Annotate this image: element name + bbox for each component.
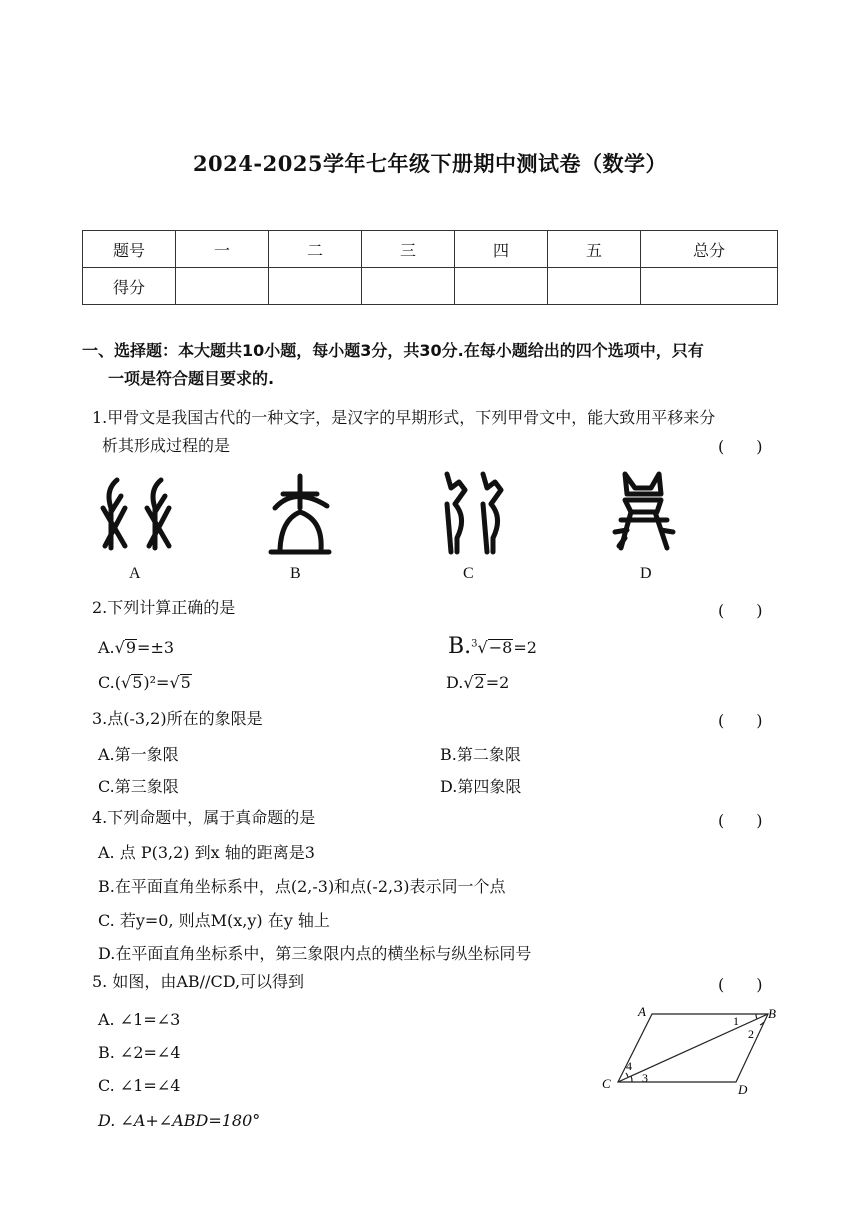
section-heading bbox=[82, 337, 782, 393]
glyph-c bbox=[447, 474, 501, 552]
parallelogram-figure bbox=[596, 1000, 796, 1100]
option-label-c: C bbox=[463, 565, 474, 582]
angle-3-label: 3 bbox=[642, 1071, 648, 1085]
option-prefix: A. bbox=[98, 638, 115, 657]
oracle-glyphs bbox=[95, 468, 695, 560]
table-cell[interactable] bbox=[362, 268, 455, 305]
root-index: 3 bbox=[471, 638, 478, 650]
angle-2-label: 2 bbox=[748, 1027, 754, 1041]
question-3-option-a: A.第一象限 bbox=[98, 745, 179, 764]
table-cell: 四 bbox=[455, 231, 548, 268]
point-a-label: A bbox=[638, 1004, 646, 1019]
table-cell[interactable] bbox=[548, 268, 641, 305]
answer-paren-1[interactable]: ( ) bbox=[718, 437, 763, 456]
point-b-label: B bbox=[768, 1006, 776, 1021]
question-2-option-c: C.(√5)²=√5 bbox=[98, 673, 191, 692]
radicand: 5 bbox=[132, 673, 143, 692]
table-cell: 总分 bbox=[641, 231, 778, 268]
answer-paren-4[interactable]: ( ) bbox=[718, 811, 763, 830]
question-4-option-a: A. 点 P(3,2) 到x 轴的距离是3 bbox=[98, 843, 315, 862]
question-2-option-b: B.$^3$√−8=2 bbox=[448, 634, 537, 659]
table-cell[interactable] bbox=[269, 268, 362, 305]
option-rest: =2 bbox=[513, 638, 537, 657]
table-cell[interactable] bbox=[176, 268, 269, 305]
point-d-label: D bbox=[738, 1082, 748, 1097]
diagonal-bc bbox=[618, 1014, 768, 1082]
option-label-d: D bbox=[640, 565, 652, 582]
option-mid: )²= bbox=[143, 673, 170, 692]
table-cell[interactable] bbox=[455, 268, 548, 305]
option-prefix: D. bbox=[446, 673, 464, 692]
point-c-label: C bbox=[602, 1076, 611, 1091]
radicand: 2 bbox=[474, 673, 485, 692]
table-cell: 得分 bbox=[83, 268, 176, 305]
question-5-option-d: D. ∠A+∠ABD=180° bbox=[98, 1111, 261, 1130]
option-prefix: B. bbox=[448, 634, 472, 659]
radicand: 9 bbox=[125, 638, 137, 657]
answer-paren-2[interactable]: ( ) bbox=[718, 601, 763, 620]
table-cell: 五 bbox=[548, 231, 641, 268]
answer-paren-5[interactable]: ( ) bbox=[718, 975, 763, 994]
answer-paren-3[interactable]: ( ) bbox=[718, 711, 763, 730]
question-3-stem: 3.点(-3,2)所在的象限是 bbox=[92, 709, 263, 728]
glyph-b bbox=[271, 476, 329, 552]
question-4-option-c: C. 若y=0, 则点M(x,y) 在y 轴上 bbox=[98, 911, 330, 930]
table-cell: 二 bbox=[269, 231, 362, 268]
question-1 bbox=[92, 404, 782, 460]
question-3-option-c: C.第三象限 bbox=[98, 777, 179, 796]
option-rest: =±3 bbox=[137, 638, 175, 657]
section-heading-line1: 一、选择题：本大题共10小题，每小题3分，共30分.在每小题给出的四个选项中，只有 bbox=[82, 341, 704, 360]
question-3-option-b: B.第二象限 bbox=[440, 745, 521, 764]
radicand: 5 bbox=[180, 673, 191, 692]
question-3-option-d: D.第四象限 bbox=[440, 777, 522, 796]
angle-4-label: 4 bbox=[626, 1059, 632, 1073]
question-2-option-a: A.√9=±3 bbox=[98, 638, 175, 657]
radicand: −8 bbox=[488, 638, 513, 657]
table-cell: 题号 bbox=[83, 231, 176, 268]
question-4-stem: 4.下列命题中，属于真命题的是 bbox=[92, 808, 316, 827]
table-cell: 三 bbox=[362, 231, 455, 268]
question-5-option-a: A. ∠1=∠3 bbox=[98, 1010, 181, 1029]
table-cell[interactable] bbox=[641, 268, 778, 305]
option-label-b: B bbox=[290, 565, 301, 582]
table-cell: 一 bbox=[176, 231, 269, 268]
score-table bbox=[82, 230, 778, 305]
question-1-line1: 1.甲骨文是我国古代的一种文字，是汉字的早期形式，下列甲骨文中，能大致用平移来分 bbox=[92, 408, 716, 427]
option-rest: =2 bbox=[485, 673, 510, 692]
glyph-a bbox=[103, 480, 169, 548]
question-1-line2: 析其形成过程的是 bbox=[102, 436, 231, 455]
question-4-option-d: D.在平面直角坐标系中，第三象限内点的横坐标与纵坐标同号 bbox=[98, 944, 532, 963]
angle-1-label: 1 bbox=[733, 1014, 739, 1028]
option-label-a: A bbox=[129, 565, 141, 582]
question-5-option-c: C. ∠1=∠4 bbox=[98, 1076, 181, 1095]
score-table-header-row bbox=[83, 231, 778, 268]
question-2-option-d: D.√2=2 bbox=[446, 673, 510, 692]
page-title: 2024-2025学年七年级下册期中测试卷（数学） bbox=[192, 151, 668, 176]
option-prefix: C.( bbox=[98, 673, 121, 692]
glyph-d bbox=[615, 474, 673, 548]
question-2-stem: 2.下列计算正确的是 bbox=[92, 598, 236, 617]
section-heading-line2: 一项是符合题目要求的. bbox=[108, 369, 275, 388]
question-5-option-b: B. ∠2=∠4 bbox=[98, 1043, 181, 1062]
question-4-option-b: B.在平面直角坐标系中，点(2,-3)和点(-2,3)表示同一个点 bbox=[98, 877, 506, 896]
score-table-score-row bbox=[83, 268, 778, 305]
question-5-stem: 5. 如图，由AB//CD,可以得到 bbox=[92, 972, 305, 991]
